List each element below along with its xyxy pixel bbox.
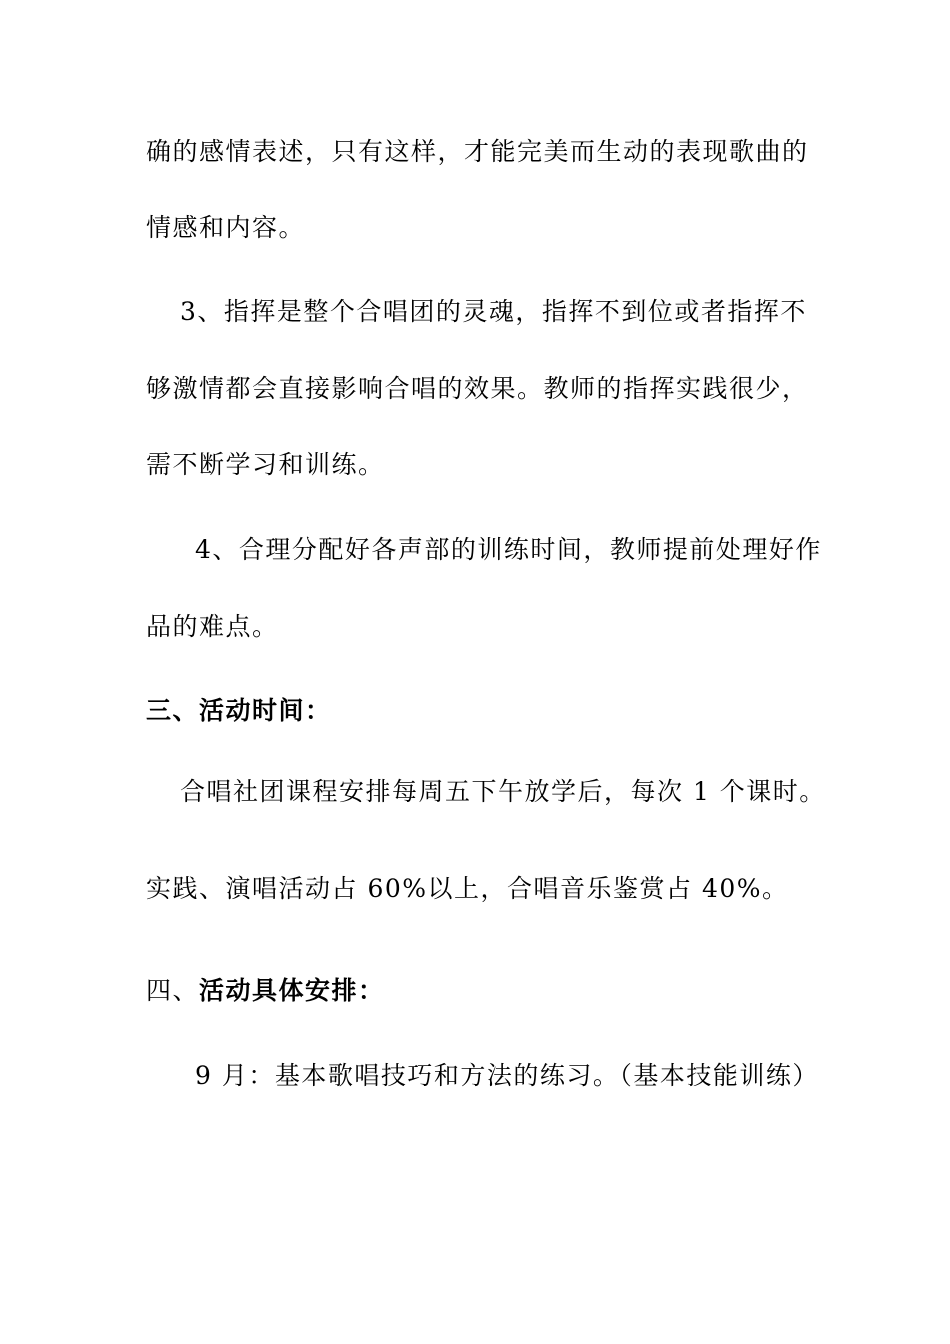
paragraph-line: 需不断学习和训练。: [146, 450, 385, 479]
paragraph-line: 9 月：基本歌唱技巧和方法的练习。（基本技能训练）: [195, 1061, 819, 1090]
paragraph-line: 实践、演唱活动占 60%以上，合唱音乐鉴赏占 40%。: [146, 874, 789, 903]
paragraph-line: 情感和内容。: [146, 213, 306, 242]
section-heading-text: 活动具体安排：: [199, 976, 385, 1005]
paragraph-line: 合唱社团课程安排每周五下午放学后，每次 1 个课时。: [180, 777, 826, 806]
section-heading: 三、活动时间：: [146, 696, 332, 725]
paragraph-line: 4、合理分配好各声部的训练时间，教师提前处理好作: [195, 535, 822, 564]
section-heading: [146, 976, 385, 1006]
paragraph-line: 确的感情表述，只有这样，才能完美而生动的表现歌曲的: [146, 137, 809, 166]
paragraph-line: 够激情都会直接影响合唱的效果。教师的指挥实践很少，: [146, 374, 809, 403]
paragraph-line: 3、指挥是整个合唱团的灵魂，指挥不到位或者指挥不: [180, 297, 807, 326]
section-heading-prefix: 四、: [146, 976, 200, 1005]
paragraph-line: 品的难点。: [146, 612, 279, 641]
